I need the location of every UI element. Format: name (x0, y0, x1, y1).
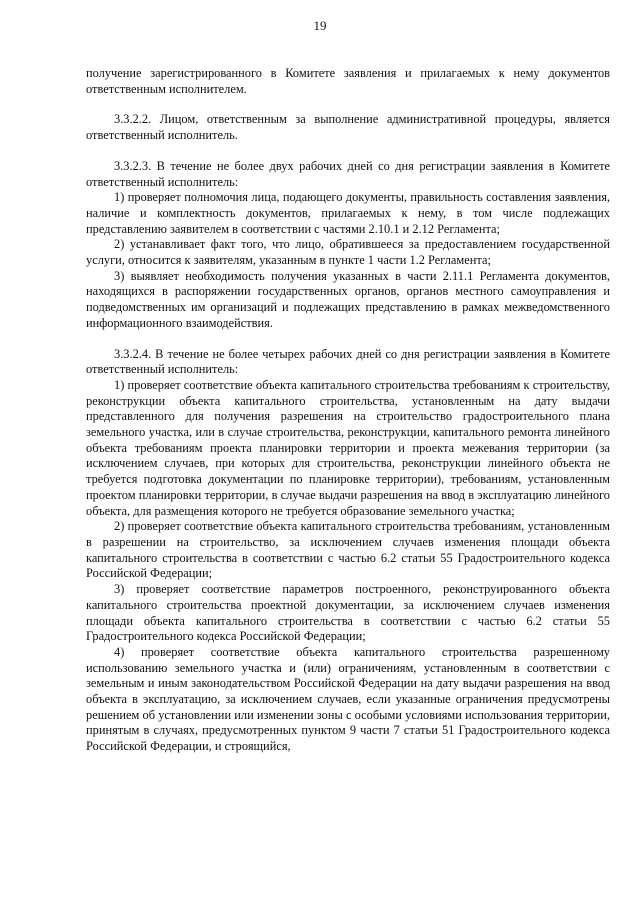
document-body (86, 66, 610, 755)
paragraph-3-3-2-2: 3.3.2.2. Лицом, ответственным за выполнение административной процедуры, является ответственный исполнитель. (86, 112, 610, 143)
list-item-3-3-2-3-1: 1) проверяет полномочия лица, подающего документы, правильность составления заявления, наличие и комплектность документов, прилагаемых к нему, в том числе подлежащих представлению заявителем в соответствии с частями 2.10.1 и 2.12 Регламента; (86, 190, 610, 236)
list-item-3-3-2-3-2: 2) устанавливает факт того, что лицо, обратившееся за предоставлением государственной услуги, относится к заявителям, указанным в пункте 1 части 1.2 Регламента; (86, 237, 610, 268)
page-number: 19 (313, 18, 327, 33)
list-item-3-3-2-4-4: 4) проверяет соответствие объекта капитального строительства разрешенному использованию земельного участка и (или) ограничениям, установленным в соответствии с земельным и иным законодательством Российской Федерации на дату выдачи разрешения на ввод объекта в эксплуатацию, за исключением случаев, если указанные ограничения предусмотрены решением об установлении или изменении зоны с особыми условиями использования территории, принятым в случаях, предусмотренных пунктом 9 части 7 статьи 51 Градостроительного кодекса Российской Федерации, и строящийся, (86, 644, 610, 754)
list-item-3-3-2-3-3: 3) выявляет необходимость получения указанных в части 2.11.1 Регламента документов, находящихся в распоряжении государственных органов, органов местного самоуправления и подведомственных им организаций и подлежащих представлению в рамках межведомственного информационного взаимодействия. (86, 268, 610, 330)
list-item-3-3-2-4-3: 3) проверяет соответствие параметров построенного, реконструированного объекта капитального строительства проектной документации, за исключением случаев изменения площади объекта капитального строительства в соответствии с частью 6.2 статьи 55 Градостроительного кодекса Российской Федерации; (86, 582, 610, 644)
paragraph-3-3-2-3: 3.3.2.3. В течение не более двух рабочих дней со дня регистрации заявления в Комитете ответственный исполнитель: (86, 158, 610, 189)
paragraph-3-3-2-4: 3.3.2.4. В течение не более четырех рабочих дней со дня регистрации заявления в Комитете ответственный исполнитель: (86, 346, 610, 377)
list-item-3-3-2-4-2: 2) проверяет соответствие объекта капитального строительства требованиям, установленным в разрешении на строительство, за исключением случаев изменения площади объекта капитального строительства в соответствии с частью 6.2 статьи 55 Градостроительного кодекса Российской Федерации; (86, 519, 610, 581)
paragraph-continuation: получение зарегистрированного в Комитете заявления и прилагаемых к нему документов ответственным исполнителем. (86, 66, 610, 96)
list-item-3-3-2-4-1: 1) проверяет соответствие объекта капитального строительства требованиям к строительству, реконструкции объекта капитального строительства, установленным на дату выдачи представленного для получения разрешения на строительство градостроительного плана земельного участка, или в случае строительства, реконструкции, капитального ремонта линейного объекта требованиям проекта планировки территории и проекта межевания территории (за исключением случаев, при которых для строительства, реконструкции линейного объекта не требуется подготовка документации по планировке территории), требованиям, установленным проектом планировки территории, в случае выдачи разрешения на ввод в эксплуатацию линейного объекта, для размещения которого не требуется образование земельного участка; (86, 377, 610, 518)
